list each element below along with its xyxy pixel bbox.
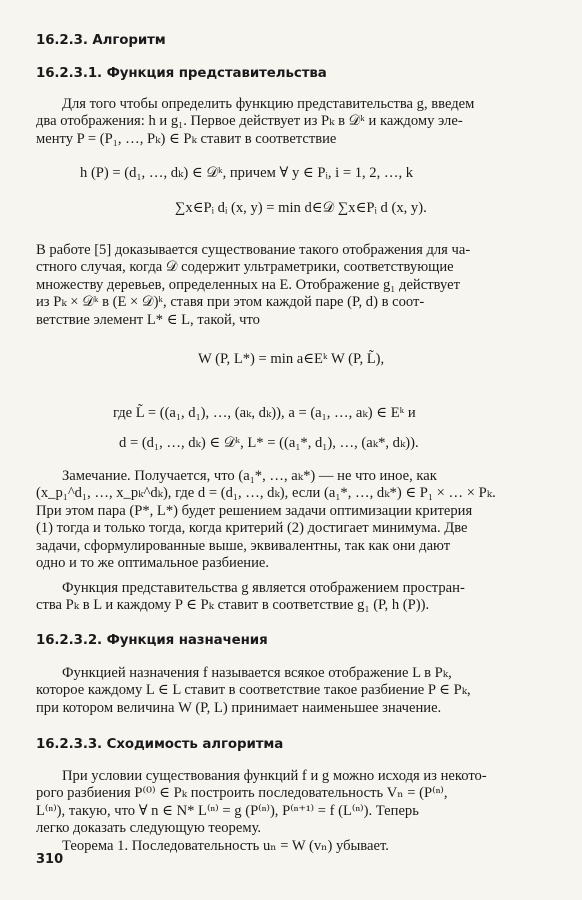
paragraph-line: легко доказать следующую теорему.: [36, 820, 262, 837]
paragraph-line: одно и то же оптимальное разбиение.: [36, 555, 270, 572]
formula-min-distance: ∑x∈Pᵢ dᵢ (x, y) = min d∈𝒟 ∑x∈Pᵢ d (x, y).: [175, 200, 427, 216]
paragraph-line: ветствие элемент L* ∈ L, такой, что: [36, 311, 260, 328]
paragraph-convergence: [36, 768, 548, 855]
formula-h-mapping: h (P) = (d₁, …, dₖ) ∈ 𝒟ᵏ, причем ∀ y ∈ Pᵢ, i = 1, 2, …, k: [80, 165, 414, 181]
formula-w-min: W (P, L*) = min a∈Eᵏ W (P, L̃),: [198, 351, 385, 367]
paragraph-1: [36, 96, 548, 148]
paragraph-line: Функция представительства g является отображением простран-: [62, 580, 465, 596]
paragraph-line: стного случая, когда 𝒟 содержит ультраметрики, соответствующие: [36, 259, 454, 276]
section-heading-16-2-3: 16.2.3. Алгоритм: [36, 33, 166, 48]
paragraph-line: менту P = (P₁, …, Pₖ) ∈ Pₖ ставит в соответствие: [36, 130, 337, 147]
subsection-heading-16-2-3-2: 16.2.3.2. Функция назначения: [36, 633, 268, 648]
paragraph-line: при котором величина W (P, L) принимает наименьшее значение.: [36, 699, 442, 716]
paragraph-line: (1) тогда и только тогда, когда критерий (2) достигает минимума. Две: [36, 520, 468, 537]
paragraph-line: Для того чтобы определить функцию представительства g, введем: [62, 96, 475, 112]
paragraph-line: L⁽ⁿ⁾), такую, что ∀ n ∈ N* L⁽ⁿ⁾ = g (P⁽ⁿ⁾), P⁽ⁿ⁺¹⁾ = f (L⁽ⁿ⁾). Теперь: [36, 802, 419, 819]
paragraph-remark: [36, 468, 548, 572]
paragraph-line: множеству деревьев, определенных на E. Отображение g₁ действует: [36, 276, 460, 293]
paragraph-line: которое каждому L ∈ L ставит в соответствие такое разбиение P ∈ Pₖ,: [36, 682, 471, 699]
paragraph-line: В работе [5] доказывается существование такого отображения для ча-: [36, 242, 471, 258]
paragraph-line: (x_p₁^d₁, …, x_pₖ^dₖ), где d = (d₁, …, dₖ), если (a₁*, …, dₖ*) ∈ P₁ × … × Pₖ.: [36, 485, 496, 502]
paragraph-line: из Pₖ × 𝒟ᵏ в (E × 𝒟)ᵏ, ставя при этом каждой паре (P, d) в соот-: [36, 294, 425, 311]
paragraph-line: Теорема 1. Последовательность uₙ = W (vₙ) убывает.: [62, 837, 389, 854]
paragraph-line: При условии существования функций f и g можно исходя из некото-: [62, 768, 487, 784]
paragraph-line: задачи, сформулированные выше, эквивалентны, так как они дают: [36, 537, 451, 554]
paragraph-assignment: [36, 665, 548, 717]
formula-l-tilde: где L̃ = ((a₁, d₁), …, (aₖ, dₖ)), a = (a₁, …, aₖ) ∈ Eᵏ и: [113, 405, 416, 421]
subsection-heading-16-2-3-3: 16.2.3.3. Сходимость алгоритма: [36, 737, 284, 752]
paragraph-line: рого разбиения P⁽⁰⁾ ∈ Pₖ построить последовательность Vₙ = (P⁽ⁿ⁾,: [36, 785, 448, 802]
subsection-heading-16-2-3-1: 16.2.3.1. Функция представительства: [36, 66, 327, 81]
paragraph-line: Замечание. Получается, что (a₁*, …, aₖ*) — не что иное, как: [62, 468, 437, 484]
paragraph-2: [36, 242, 548, 329]
page-number: 310: [36, 852, 64, 867]
paragraph-representation: [36, 580, 548, 615]
paragraph-line: ства Pₖ в L и каждому P ∈ Pₖ ставит в соответствие g₁ (P, h (P)).: [36, 597, 430, 614]
formula-d-lstar: d = (d₁, …, dₖ) ∈ 𝒟ᵏ, L* = ((a₁*, d₁), …, (aₖ*, dₖ)).: [119, 435, 419, 451]
paragraph-line: два отображения: h и g₁. Первое действует из Pₖ в 𝒟ᵏ и каждому эле-: [36, 113, 463, 130]
paragraph-line: При этом пара (P*, L*) будет решением задачи оптимизации критерия: [36, 502, 473, 519]
paragraph-line: Функцией назначения f называется всякое отображение L в Pₖ,: [62, 665, 452, 681]
